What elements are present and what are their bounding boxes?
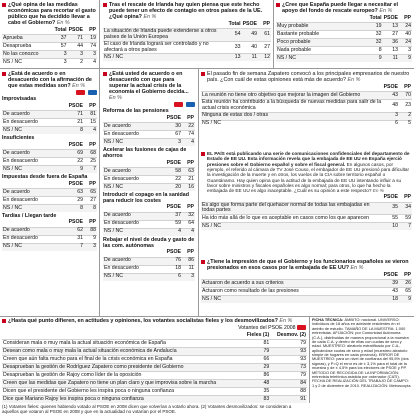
table-row: Nada probable 8 13 3 xyxy=(277,46,411,53)
group-header: Votantes del PSOE 2008 xyxy=(237,325,307,332)
table-row: De acuerdo 69 68 xyxy=(3,149,96,156)
group-table xyxy=(103,115,195,146)
q1-panel xyxy=(2,2,97,66)
ficha-tecnica xyxy=(312,318,412,402)
divider xyxy=(198,69,199,316)
table-row: La reunión no tiene otro objetivo que mejorar la imagen del Gobierno 43 70 xyxy=(202,91,411,98)
col-header: PP xyxy=(187,249,194,256)
table-row: Desaprueban la gestión de Rodríguez Zapatero como presidente del Gobierno 29 73 xyxy=(3,363,306,370)
q1-table xyxy=(2,27,97,66)
bullet-square-icon xyxy=(2,319,6,323)
psoe-logo-icon xyxy=(297,325,306,330)
table-row: NS / NC 6 5 xyxy=(202,120,411,127)
table-row: De acuerdo 58 63 xyxy=(104,167,194,174)
table-row: En desacuerdo 59 64 xyxy=(104,220,194,227)
table-row: Creen que aún falta mucho para el final de la crisis económica en España 66 93 xyxy=(3,355,306,362)
table-row: NS / NC 10 7 xyxy=(202,222,411,229)
table-row: De acuerdo 71 81 xyxy=(3,110,96,117)
col-header: PSOE xyxy=(166,204,181,211)
table-row: Ninguna de estas dos / otras 3 2 xyxy=(202,112,411,119)
table-row: NS / NC 18 9 xyxy=(202,295,411,302)
q6-header xyxy=(201,71,412,83)
col-header: PP xyxy=(89,141,96,148)
q9-table xyxy=(2,325,307,403)
q8-table xyxy=(201,272,412,303)
table-row: NS / NC 7 3 xyxy=(3,243,96,250)
q2-table xyxy=(103,21,271,61)
table-row: Es algo que forma parte del quehacer normal de todas las embajadas en todas partes 35 34 xyxy=(202,201,411,214)
table-row: Desean como mala o muy mala la actual situación económica de Andalucía 79 93 xyxy=(3,347,306,354)
q3-panel xyxy=(276,2,412,66)
q6-title: El pasado fin de semana Zapatero convocó a los principales empresarios de nuestro país. ¿Con cuál de estas opiniones está más de acuerdo? En % xyxy=(207,71,410,84)
col-header: PSOE xyxy=(166,249,181,256)
q9-header xyxy=(2,318,307,324)
col-header: Fieles (1) xyxy=(246,331,270,338)
q9-panel xyxy=(2,318,307,414)
q3-table xyxy=(276,15,412,62)
q7-panel xyxy=(201,151,412,257)
col-header: PP xyxy=(404,14,411,21)
col-header: PP xyxy=(187,204,194,211)
q5-panel xyxy=(103,71,195,314)
q4-panel xyxy=(2,71,97,314)
table-row: Bastante probable 32 27 40 xyxy=(277,30,411,37)
q3-header xyxy=(276,2,412,14)
q1-title: ¿Qué opina de las medidas económicas para recortar el gasto público que ha decidido llevar a cabo el Gobierno? En % xyxy=(8,2,96,27)
q2-panel xyxy=(103,2,271,66)
pp-logo-icon xyxy=(186,102,195,107)
q5-header xyxy=(103,71,195,101)
group-title: Improvisadas xyxy=(2,96,37,103)
q7-header xyxy=(201,151,412,194)
party-logos xyxy=(2,90,97,95)
col-header: PSOE xyxy=(68,141,83,148)
col-header: PSOE xyxy=(383,14,398,21)
col-header: Total xyxy=(54,26,67,33)
table-row: En desacuerdo 21 15 xyxy=(3,118,96,125)
col-header: PSOE xyxy=(68,102,83,109)
table-row: Poco probable 32 36 24 xyxy=(277,38,411,45)
table-row: En desacuerdo 22 21 xyxy=(104,175,194,182)
col-header: Total xyxy=(228,20,241,27)
table-row: En desacuerdo 22 25 xyxy=(3,157,96,164)
table-row: No las conozco 3 3 3 xyxy=(3,50,96,57)
q2-header xyxy=(103,2,271,20)
ficha-text: ÁMBITO: nacional. UNIVERSO: individuos de 18 años en adelante residentes en el ámbito de estudio. TAMAÑO DE LA MUESTRA: 1.000 entrevistas. AFIJACIÓN: por Comunidad Autónoma (C.A.), distribuidas de manera proporcional a la muestra de cada C.A. y dentro de ellas con cuotas de sexo y edad. MUESTREO: aleatorio estratificado por C.A., aplicándose cuotas de sexo y edad (muestreo aleatorio simple de hogares en cada provincia). ERROR DE MUESTREO: para un nivel de confianza del 95,5% (dos sigmas), y P=Q el error es de ± 3,1% para el total de la muestra y de ± 4,5% para los electores de PSOE y PP. MÉTODO DE RECOGIDA DE LA INFORMACIÓN: entrevista telefónica asistida por ordenador (CATI). FECHA DE REALIZACIÓN DEL TRABAJO DE CAMPO: 1 y 2 de diciembre de 2010. REALIZACIÓN: Metroscopia. xyxy=(312,317,412,388)
table-row: Esta reunión ha contribuido a la búsqueda de nuevas medidas para salir de la actual crisis económica 48 23 xyxy=(202,99,411,111)
divider xyxy=(309,317,310,403)
group-table xyxy=(103,205,195,236)
table-row: Ha ido más allá de lo que es aceptable en casos como los que aparecen 55 59 xyxy=(202,214,411,221)
q4-header xyxy=(2,71,97,89)
col-header: Desmov. (2) xyxy=(276,331,306,338)
col-header: PSOE xyxy=(166,159,181,166)
bullet-square-icon xyxy=(201,152,205,156)
table-row: Dicen que el presidente del Gobierno les inspira poca o ninguna confianza 35 88 xyxy=(3,387,306,394)
table-row: El caso de Irlanda logrará ser controlado y no afectará a otros países 33 40 27 xyxy=(104,40,270,53)
table-row: NS / NC 13 11 12 xyxy=(104,53,270,60)
col-header: PSOE xyxy=(383,271,398,278)
q5-title: ¿Está usted de acuerdo o en desacuerdo con que para superar la actual crisis de la economía el Gobierno decida... En % xyxy=(109,71,189,102)
table-row: Actuaron de acuerdo a sus criterios 39 26 xyxy=(202,279,411,286)
col-header: PP xyxy=(404,271,411,278)
bullet-square-icon xyxy=(103,72,107,76)
col-header: PP xyxy=(89,26,96,33)
q9-notes: (1) Votantes fieles: quienes habiendo votado al PSOE en 2008 dicen que volverían a votarlo ahora. (2) Votantes desmovilizados: se consideran a aquellos que votaron al PSOE en 2008 y que en la actualidad no votarían por el PSOE. xyxy=(2,404,292,414)
col-header: PSOE xyxy=(68,26,83,33)
group-title: Tardías / Llegan tarde xyxy=(2,212,57,219)
table-row: NS / NC 9 11 9 xyxy=(277,54,411,61)
col-header: PP xyxy=(263,20,270,27)
bullet-square-icon xyxy=(2,3,6,7)
group-title: Rebajar el nivel de deuda y gasto de las com. autónomas xyxy=(103,236,195,249)
table-row: En desacuerdo 31 9 xyxy=(3,235,96,242)
col-header: PSOE xyxy=(68,180,83,187)
q3-title: ¿Cree que España puede llegar a necesitar el apoyo del fondo de rescate europeo? En % xyxy=(282,2,398,15)
table-row: Desaprueban la gestión de Rajoy como líder de la oposición 86 79 xyxy=(3,371,306,378)
divider xyxy=(273,0,274,68)
table-row: Actuaron como resultado de las presiones 43 65 xyxy=(202,287,411,294)
table-row: De acuerdo 63 65 xyxy=(3,188,96,195)
table-row: Dice que Mariano Rajoy les inspira poca o ninguna confianza 83 91 xyxy=(3,395,306,402)
col-header: PP xyxy=(89,102,96,109)
group-title: Reforma de las pensiones xyxy=(103,108,169,115)
divider xyxy=(99,0,100,316)
table-row: La situación de Irlanda puede extenderse a otros países de la Unión Europea 54 49 61 xyxy=(104,28,270,40)
col-header: PSOE xyxy=(166,114,181,121)
pp-logo-icon xyxy=(88,90,97,95)
col-header: Total xyxy=(369,14,382,21)
group-table xyxy=(103,160,195,191)
group-table xyxy=(2,220,97,251)
col-header: PP xyxy=(89,180,96,187)
table-row: NS / NC 8 8 xyxy=(3,204,96,211)
group-title: Acelerar las fusiones de cajas de ahorros xyxy=(103,147,187,160)
q1-header xyxy=(2,2,97,26)
q8-panel xyxy=(201,259,412,315)
psoe-logo-icon xyxy=(174,102,183,107)
q4-title: ¿Está de acuerdo o en desacuerdo con la afirmación de que estas medidas son? En % xyxy=(8,71,92,90)
table-row: Aprueba 37 71 19 xyxy=(3,34,96,41)
col-header: PSOE xyxy=(242,20,257,27)
col-header: PP xyxy=(404,194,411,201)
table-row: En desacuerdo 67 74 xyxy=(104,130,194,137)
table-row: Creen que las medidas que Zapatero no tiene un plan claro y que improvisa sobre la marcha 48 84 xyxy=(3,379,306,386)
table-row: De acuerdo 62 88 xyxy=(3,227,96,234)
col-header: PSOE xyxy=(383,194,398,201)
group-table xyxy=(103,250,195,281)
group-table xyxy=(2,103,97,134)
ficha-title: FICHA TÉCNICA: xyxy=(312,317,344,322)
q7-title: EL PAÍS está publicando una serie de comunicaciones confidenciales del departamento de Estado de EE UU. Esta información revela que la embajada de EE UU en España ejerció presiones sobre el Gobierno español y sobre el fiscal general. En algunos casos, por ejemplo, el referido al cámara de TV José Couso, el embajador de EE UU presionó para dificultar la investigación de la muerte y en otros, los vuelos de la CIA sobre territorio español o Guantánamo. Hay quien opina que la actitud de la embajada de EE UU intentando influir a su favor sobre ministros y fiscales españoles es algo normal; para otros, lo que ha hecho la embajada de EE UU es algo inaceptable. ¿Cuál es su opinión a este respecto? En % xyxy=(207,151,410,194)
col-header: PP xyxy=(187,114,194,121)
group-title: Impuestas desde fuera de España xyxy=(2,173,88,180)
q2-title: Tras el rescate de Irlanda hay quien piensa que este hecho puede tener un efecto de contagio en otros países de la UE. ¿Qué opina? En % xyxy=(109,2,263,21)
bullet-square-icon xyxy=(2,72,6,76)
table-row: De acuerdo 30 22 xyxy=(104,122,194,129)
bullet-square-icon xyxy=(201,72,205,76)
divider xyxy=(0,68,414,69)
table-row: Desaprueba 57 44 74 xyxy=(3,42,96,49)
q8-header xyxy=(201,259,412,271)
group-table xyxy=(2,181,97,212)
col-header: PP xyxy=(187,159,194,166)
table-row: Muy probable 19 13 24 xyxy=(277,22,411,29)
q6-panel xyxy=(201,71,412,149)
col-header: PP xyxy=(404,83,411,90)
group-table xyxy=(2,142,97,173)
table-row: NS / NC 9 7 xyxy=(3,165,96,172)
party-logos xyxy=(103,102,195,107)
bullet-square-icon xyxy=(103,3,107,7)
col-header: PSOE xyxy=(383,83,398,90)
q7-table xyxy=(201,195,412,231)
table-row: NS / NC 3 2 4 xyxy=(3,58,96,65)
q6-table xyxy=(201,84,412,128)
q8-title: ¿Tiene la impresión de que el Gobierno y los funcionarios españoles se vieron presionados en esos casos por la embajada de EE UU? En % xyxy=(207,259,409,272)
table-row: De acuerdo 76 86 xyxy=(104,257,194,264)
table-row: En desacuerdo 18 11 xyxy=(104,265,194,272)
psoe-logo-icon xyxy=(76,90,85,95)
table-row: De acuerdo 37 32 xyxy=(104,212,194,219)
group-title: Introducir el copago en la sanidad para reducir los costes xyxy=(103,192,189,204)
table-row: NS / NC 20 16 xyxy=(104,183,194,190)
table-row: En desacuerdo 29 27 xyxy=(3,196,96,203)
table-row: NS / NC 4 4 xyxy=(104,228,194,235)
group-title: Insuficientes xyxy=(2,135,35,142)
q9-title: ¿Hasta qué punto difieren, en actitudes y opiniones, los votantes socialistas fieles y los desmovilizados? En % xyxy=(8,318,293,324)
bullet-square-icon xyxy=(201,260,205,264)
table-row: Consideran mala o muy mala la actual situación económica de España 81 79 xyxy=(3,339,306,346)
bullet-square-icon xyxy=(276,3,280,7)
table-row: NS / NC 3 4 xyxy=(104,138,194,145)
col-header: PSOE xyxy=(68,219,83,226)
col-header: PP xyxy=(89,219,96,226)
table-row: NS / NC 6 3 xyxy=(104,273,194,280)
table-row: NS / NC 8 4 xyxy=(3,126,96,133)
